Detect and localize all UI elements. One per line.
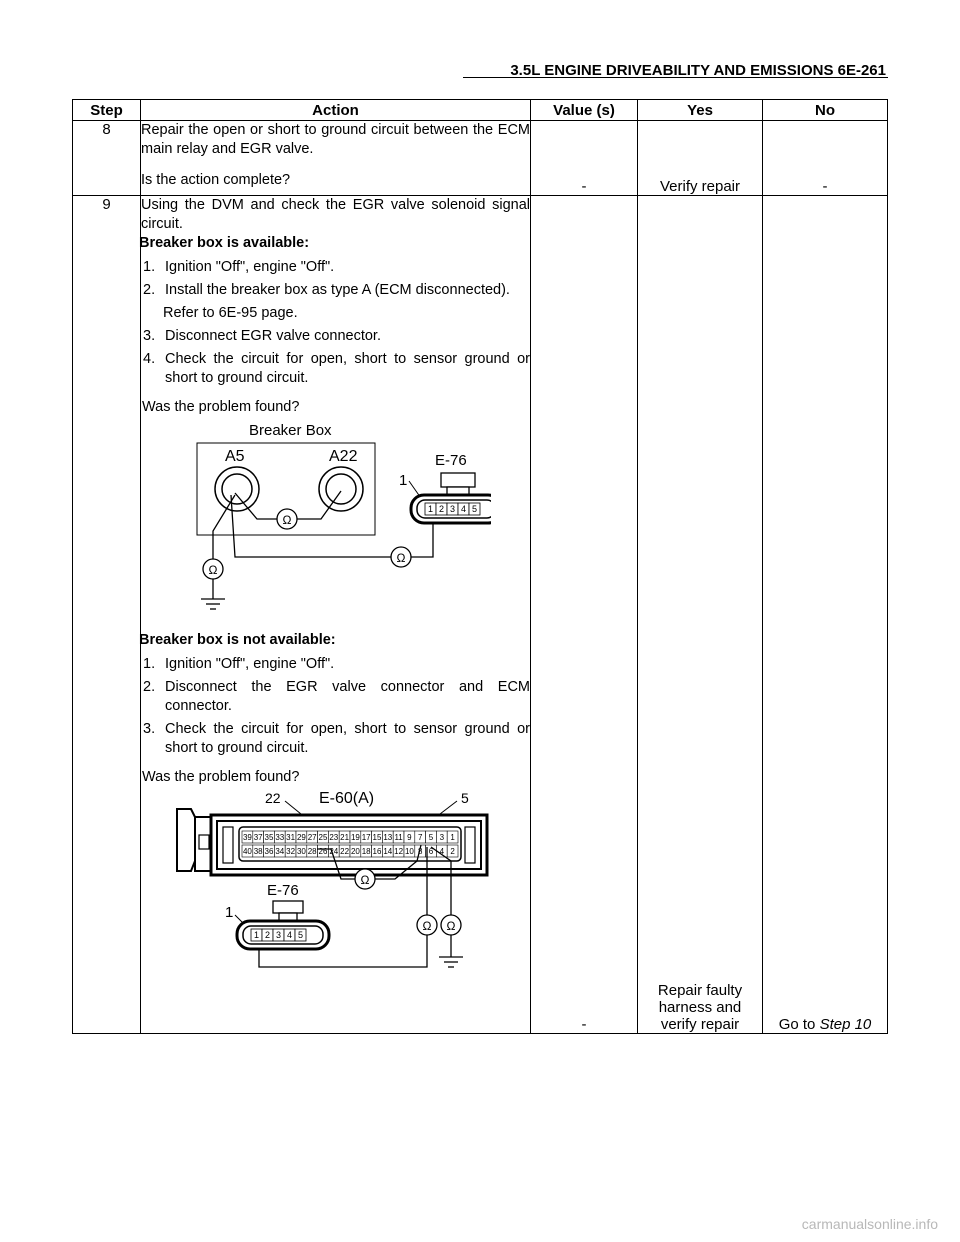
step-number: 9 [73,196,141,1034]
svg-text:4: 4 [460,504,467,514]
ecm-pin-label: 26 [318,847,328,856]
watermark: carmanualsonline.info [801,1216,938,1232]
svg-text:4: 4 [286,930,293,940]
ecm-pin-label: 9 [407,833,412,842]
ground-symbol [201,599,225,609]
ecm-pin-label: 24 [329,847,339,856]
terminal-a22-label: A22 [329,448,358,465]
ecm-pin-label: 35 [264,833,274,842]
list-item: 3. Disconnect EGR valve connector. [143,328,381,344]
breaker-box-title: Breaker Box [249,422,332,439]
pin-1-callout: 1 [399,472,408,489]
ground-symbol [439,957,463,967]
connector-e76-label: E-76 [267,882,299,899]
ecm-pin-label: 38 [253,847,263,856]
ecm-pin-label: 23 [329,833,339,842]
table-header-row [73,100,888,121]
breaker-box-diagram [161,421,491,621]
action-cell [141,196,531,1034]
connector-e60a-label: E-60(A) [319,790,375,807]
column-header-step: Step [73,100,141,121]
svg-text:Ω: Ω [422,919,432,933]
svg-text:Ω: Ω [446,919,456,933]
ecm-pin-label: 40 [242,847,252,856]
ecm-pin-label: 6 [428,847,434,856]
breaker-box-not-available-steps [141,655,530,758]
column-header-action: Action [141,100,531,121]
ecm-pin-label: 19 [350,833,360,842]
pin-1-callout: 1 [225,904,234,921]
action-cell [141,121,531,196]
breaker-box-not-available-heading: Breaker box is not available: [139,632,336,648]
action-intro: Using the DVM and check the EGR valve solenoid signal circuit. [141,197,530,232]
svg-text:3: 3 [449,504,456,514]
ecm-pin-label: 30 [296,847,306,856]
list-item: 2. Disconnect the EGR valve connector and ECM connector. [143,679,530,714]
action-question: Was the problem found? [142,769,300,785]
svg-text:2: 2 [438,504,445,514]
ecm-pin-label: 10 [404,847,414,856]
svg-text:Ω: Ω [360,873,370,887]
connector-e76-label: E-76 [435,452,467,469]
ecm-pin-label: 34 [275,847,285,856]
column-header-value: Value (s) [531,100,638,121]
ecm-pin-label: 25 [318,833,328,842]
no-cell: - [763,121,888,196]
value-cell: - [531,196,638,1034]
column-header-yes: Yes [638,100,763,121]
ecm-pin-label: 21 [340,833,350,842]
table-row-step-9 [73,196,888,1034]
step-number: 8 [73,121,141,196]
ecm-pin-label: 22 [340,847,350,856]
ecm-pin-label: 27 [307,833,317,842]
ecm-pin-label: 28 [307,847,317,856]
ecm-pin-label: 12 [394,847,404,856]
ecm-pin-label: 5 [428,833,434,842]
list-item: 1. Ignition "Off", engine "Off". [143,656,335,672]
list-item: 4. Check the circuit for open, short to sensor ground or short to ground circuit. [143,351,530,386]
ecm-pin-label: 3 [439,833,445,842]
list-item: 1. Ignition "Off", engine "Off". [143,259,335,275]
ecm-pin-label: 17 [361,833,371,842]
value-cell: - [531,121,638,196]
table-row-step-8 [73,121,888,196]
ecm-pin-label: 31 [286,833,296,842]
reference-note: Refer to 6E-95 page. [163,305,298,321]
action-text: Repair the open or short to ground circuit between the ECM main relay and EGR valve. [141,122,530,157]
ecm-pin-label: 13 [383,833,393,842]
ecm-pin-label: 32 [286,847,296,856]
action-question: Was the problem found? [142,399,300,415]
pin-5-callout: 5 [461,790,469,806]
list-item: 2. Install the breaker box as type A (ECM disconnected). [143,282,510,298]
ecm-pin-label: 11 [394,833,403,842]
step-10-link[interactable]: Step 10 [819,1016,872,1033]
breaker-box-available-steps [141,258,530,300]
pin-22-callout: 22 [265,790,281,806]
ecm-pin-label: 39 [242,833,252,842]
svg-text:Ω: Ω [282,513,292,527]
ecm-pin-label: 16 [372,847,382,856]
diagnostic-procedure-table [72,99,888,1034]
ecm-pin-label: 36 [264,847,274,856]
svg-text:5: 5 [297,930,304,940]
no-cell: Go to Step 10 [763,196,888,1034]
ecm-connector-diagram [155,787,495,987]
column-header-no: No [763,100,888,121]
terminal-a5-label: A5 [225,448,245,465]
ecm-pin-label: 4 [439,847,445,856]
svg-text:1: 1 [253,930,260,940]
ecm-pin-label: 18 [361,847,371,856]
ecm-pin-label: 7 [417,833,423,842]
action-question: Is the action complete? [141,172,291,188]
ecm-pin-label: 1 [450,833,455,842]
breaker-box-available-heading: Breaker box is available: [139,235,310,251]
svg-text:Ω: Ω [396,551,406,565]
yes-cell: Verify repair [638,121,763,196]
yes-cell: Repair faulty harness and verify repair [638,196,763,1034]
ecm-pin-label: 14 [383,847,393,856]
ecm-pin-label: 15 [372,833,382,842]
ecm-pin-label: 8 [417,847,423,856]
header-rule [463,77,888,78]
svg-text:Ω: Ω [208,563,218,577]
ecm-pin-label: 2 [450,847,455,856]
page-header-title: 3.5L ENGINE DRIVEABILITY AND EMISSIONS 6E-261 [510,62,886,79]
svg-text:1: 1 [427,504,434,514]
svg-text:5: 5 [471,504,478,514]
ecm-pin-label: 20 [350,847,360,856]
svg-text:3: 3 [275,930,282,940]
ecm-pin-label: 29 [296,833,306,842]
svg-text:2: 2 [264,930,271,940]
list-item: 3. Check the circuit for open, short to sensor ground or short to ground circuit. [143,721,530,756]
ecm-pin-label: 37 [253,833,263,842]
ecm-pin-label: 33 [275,833,285,842]
